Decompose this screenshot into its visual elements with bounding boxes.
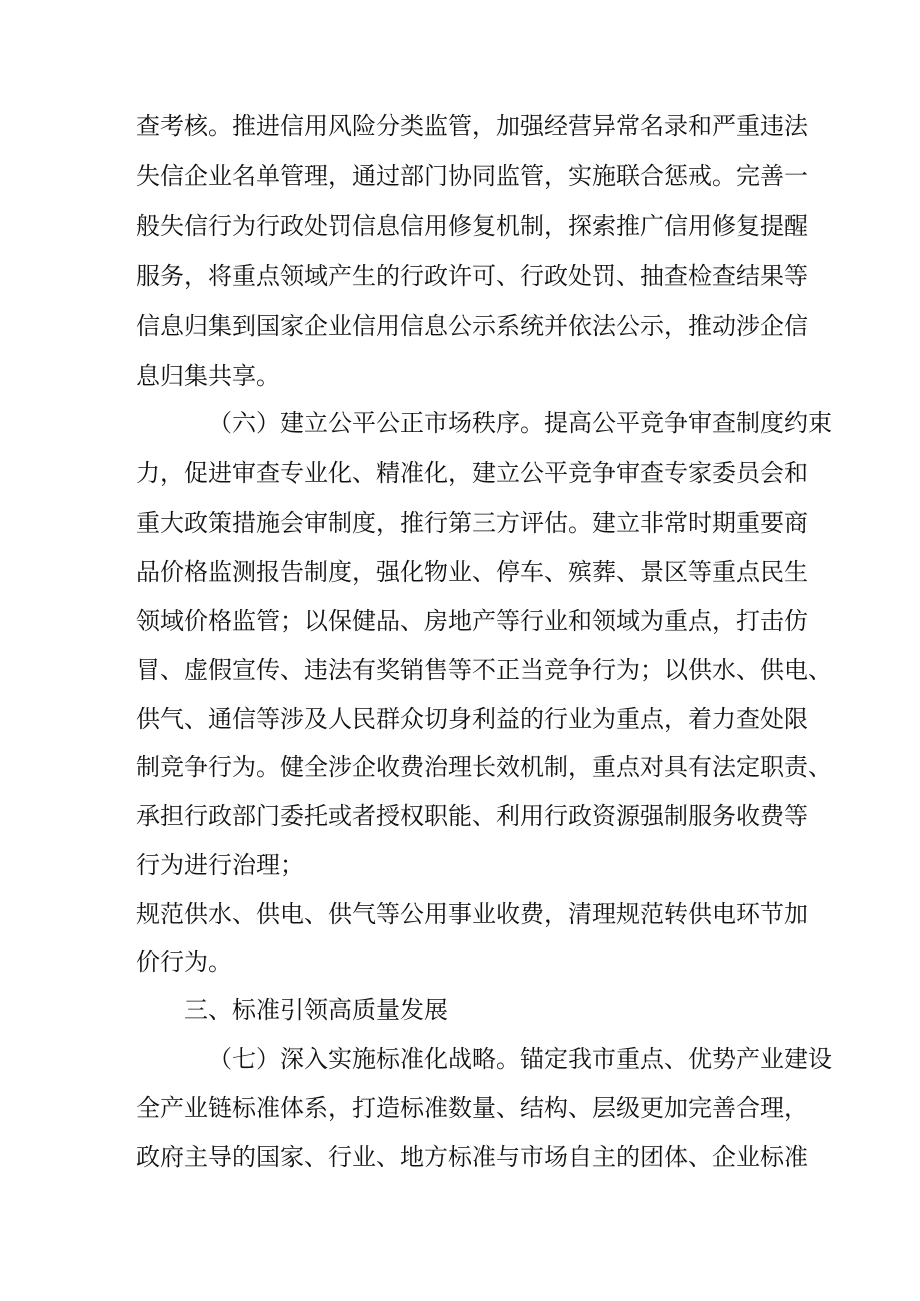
text-line: 信息归集到国家企业信用信息公示系统并依法公示，推动涉企信: [136, 312, 808, 340]
text-line: 供气、通信等涉及人民群众切身利益的行业为重点，着力查处限: [136, 705, 808, 733]
text-line: 失信企业名单管理，通过部门协同监管，实施联合惩戒。完善一: [136, 162, 808, 190]
text-line: 力，促进审查专业化、精准化，建立公平竞争审查专家委员会和: [136, 459, 808, 487]
text-line: 规范供水、供电、供气等公用事业收费，清理规范转供电环节加: [136, 900, 808, 928]
text-line: 价行为。: [136, 948, 232, 976]
text-line: （六）建立公平公正市场秩序。提高公平竞争审查制度约束: [208, 409, 832, 437]
text-line: 息归集共享。: [136, 362, 280, 390]
text-line: 承担行政部门委托或者授权职能、利用行政资源强制服务收费等: [136, 802, 808, 830]
text-line: 查考核。推进信用风险分类监管，加强经营异常名录和严重违法: [136, 112, 808, 140]
text-line: 全产业链标准体系，打造标准数量、结构、层级更加完善合理，: [136, 1094, 808, 1122]
text-line: （七）深入实施标准化战略。锚定我市重点、优势产业建设: [208, 1045, 832, 1073]
text-line: 品价格监测报告制度，强化物业、停车、殡葬、景区等重点民生: [136, 558, 808, 586]
text-line: 服务，将重点领域产生的行政许可、行政处罚、抽查检查结果等: [136, 262, 808, 290]
text-line: 领域价格监管；以保健品、房地产等行业和领域为重点，打击仿: [136, 607, 808, 635]
text-line: 冒、虚假宣传、违法有奖销售等不正当竞争行为；以供水、供电、: [136, 656, 832, 684]
text-line: 重大政策措施会审制度，推行第三方评估。建立非常时期重要商: [136, 509, 808, 537]
text-line: 政府主导的国家、行业、地方标准与市场自主的团体、企业标准: [136, 1143, 808, 1171]
text-line: 制竞争行为。健全涉企收费治理长效机制，重点对具有法定职责、: [136, 753, 832, 781]
text-line: 般失信行为行政处罚信息信用修复机制，探索推广信用修复提醒: [136, 212, 808, 240]
section-heading: 三、标准引领高质量发展: [184, 996, 448, 1024]
text-line: 行为进行治理；: [136, 851, 304, 879]
